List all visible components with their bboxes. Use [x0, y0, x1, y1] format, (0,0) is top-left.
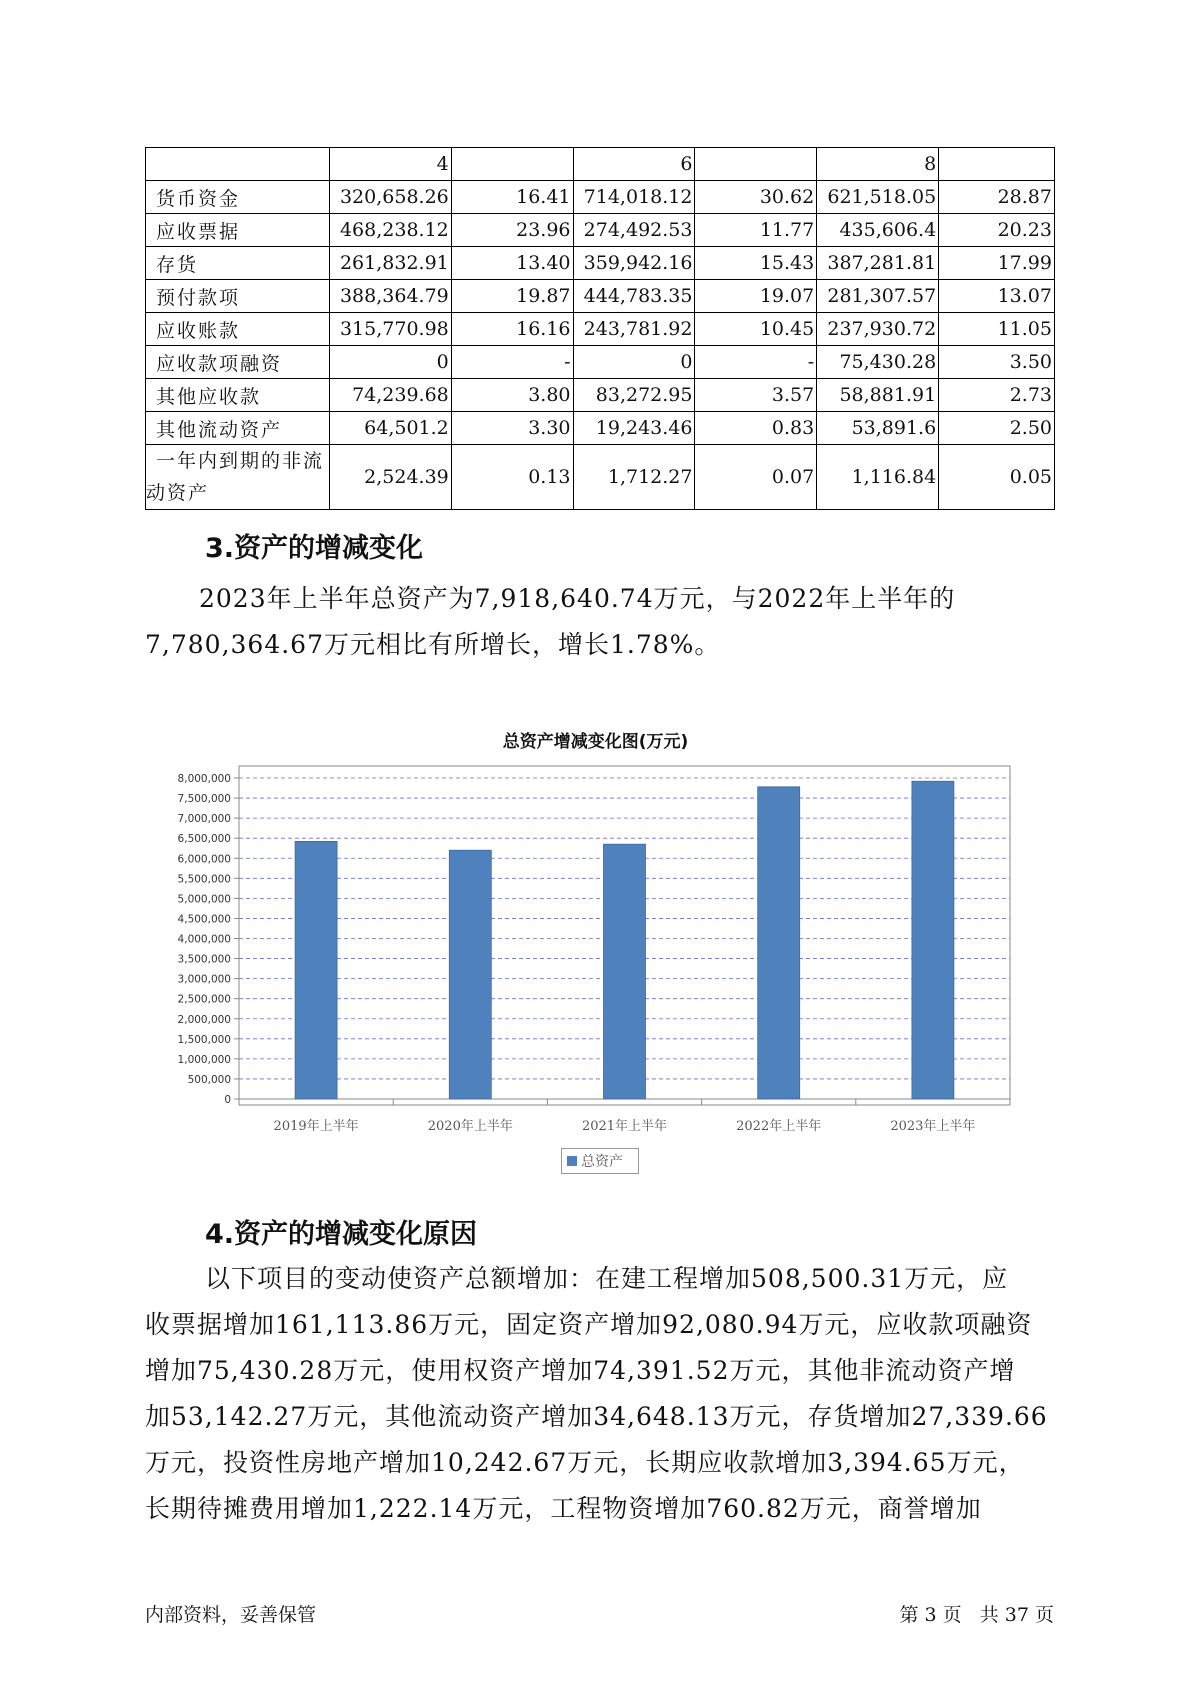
chart-title: 总资产增减变化图(万元)	[502, 732, 689, 752]
table-cell: 237,930.72	[817, 313, 939, 346]
section3-line: 2023年上半年总资产为7,918,640.74万元，与2022年上半年的	[199, 584, 956, 613]
table-cell: 1,116.84	[817, 445, 939, 510]
table-cell: 3.50	[939, 346, 1055, 379]
table-cell: 621,518.05	[817, 181, 939, 214]
table-cell: 315,770.98	[329, 313, 451, 346]
row-label: 应收票据	[146, 214, 330, 247]
y-tick-label: 3,500,000	[177, 953, 231, 966]
table-cell: 274,492.53	[573, 214, 695, 247]
table-cell: 19.87	[451, 280, 573, 313]
header-cell: 4	[329, 148, 451, 181]
table-cell: 19,243.46	[573, 412, 695, 445]
x-tick-label: 2020年上半年	[427, 1119, 513, 1134]
table-cell: 387,281.81	[817, 247, 939, 280]
y-tick-label: 2,000,000	[177, 1013, 231, 1026]
table-cell: 2,524.39	[329, 445, 451, 510]
y-tick-label: 7,500,000	[177, 793, 231, 806]
table-cell: 17.99	[939, 247, 1055, 280]
table-cell: 30.62	[695, 181, 817, 214]
section4-line: 万元，投资性房地产增加10,242.67万元，长期应收款增加3,394.65万元，	[145, 1448, 1025, 1477]
section4-line: 收票据增加161,113.86万元，固定资产增加92,080.94万元，应收款项融资	[145, 1310, 1033, 1339]
row-label: 存货	[146, 247, 330, 280]
section4-line: 以下项目的变动使资产总额增加：在建工程增加508,500.31万元，应	[205, 1264, 1009, 1293]
bar	[295, 841, 337, 1099]
table-cell: 11.05	[939, 313, 1055, 346]
table-cell: 10.45	[695, 313, 817, 346]
x-tick-label: 2021年上半年	[581, 1119, 668, 1134]
table-cell: 28.87	[939, 181, 1055, 214]
header-cell: 8	[817, 148, 939, 181]
table-cell: -	[695, 346, 817, 379]
section4-line: 长期待摊费用增加1,222.14万元，工程物资增加760.82万元，商誉增加	[145, 1494, 982, 1523]
table-cell: 359,942.16	[573, 247, 695, 280]
y-tick-label: 3,000,000	[177, 973, 231, 986]
table-cell: 243,781.92	[573, 313, 695, 346]
table-cell: 714,018.12	[573, 181, 695, 214]
table-cell: 0.13	[451, 445, 573, 510]
table-cell: 74,239.68	[329, 379, 451, 412]
table-cell: 281,307.57	[817, 280, 939, 313]
row-label: 应收款项融资	[146, 346, 330, 379]
table-cell: 0.05	[939, 445, 1055, 510]
table-cell: 58,881.91	[817, 379, 939, 412]
y-tick-label: 1,500,000	[177, 1033, 231, 1046]
table-cell: 388,364.79	[329, 280, 451, 313]
footer-note: 内部资料，妥善保管	[145, 1604, 317, 1626]
table-cell: 1,712.27	[573, 445, 695, 510]
table-cell: 0.83	[695, 412, 817, 445]
legend-label: 总资产	[581, 1154, 623, 1170]
row-label: 其他应收款	[146, 379, 330, 412]
row-label-line: 动资产	[146, 482, 210, 504]
table-cell: 3.80	[451, 379, 573, 412]
y-tick-label: 6,500,000	[177, 833, 231, 846]
row-label: 预付款项	[146, 280, 330, 313]
row-label: 货币资金	[146, 181, 330, 214]
table-cell: 435,606.4	[817, 214, 939, 247]
section3-heading: 3.资产的增减变化	[205, 533, 424, 564]
bar	[604, 844, 646, 1099]
y-tick-label: 4,500,000	[177, 913, 231, 926]
table-cell: 2.50	[939, 412, 1055, 445]
bar	[758, 787, 800, 1099]
y-tick-label: 2,500,000	[177, 993, 231, 1006]
section3-line: 7,780,364.67万元相比有所增长，增长1.78%。	[145, 630, 721, 659]
table-cell: 444,783.35	[573, 280, 695, 313]
legend-swatch	[567, 1156, 577, 1166]
y-tick-label: 0	[224, 1094, 231, 1106]
y-tick-label: 5,500,000	[177, 873, 231, 886]
table-cell: 320,658.26	[329, 181, 451, 214]
y-tick-label: 6,000,000	[177, 853, 231, 866]
y-tick-label: 7,000,000	[177, 813, 231, 826]
table-cell: 11.77	[695, 214, 817, 247]
section4-line: 增加75,430.28万元，使用权资产增加74,391.52万元，其他非流动资产增	[145, 1356, 1016, 1385]
row-label: 应收账款	[146, 313, 330, 346]
table-cell: 261,832.91	[329, 247, 451, 280]
table-cell: 13.40	[451, 247, 573, 280]
table-cell: 3.57	[695, 379, 817, 412]
y-tick-label: 500,000	[187, 1073, 231, 1086]
section4-heading: 4.资产的增减变化原因	[205, 1219, 478, 1250]
chart-legend	[561, 1148, 639, 1174]
section4-paragraph	[145, 1256, 1060, 1532]
table-cell: 468,238.12	[329, 214, 451, 247]
row-label: 其他流动资产	[146, 412, 330, 445]
footer-page-number: 第 3 页 共 37 页	[899, 1604, 1054, 1626]
x-tick-label: 2019年上半年	[273, 1119, 359, 1134]
table-cell: 19.07	[695, 280, 817, 313]
bar	[912, 781, 954, 1099]
table-cell: 75,430.28	[817, 346, 939, 379]
table-cell: 53,891.6	[817, 412, 939, 445]
row-label-line: 一年内到期的非流	[156, 450, 325, 472]
bar	[449, 850, 491, 1099]
table-cell: 13.07	[939, 280, 1055, 313]
table-cell: 15.43	[695, 247, 817, 280]
table-cell: 3.30	[451, 412, 573, 445]
header-cell: 6	[573, 148, 695, 181]
x-tick-label: 2022年上半年	[736, 1119, 822, 1134]
table-cell: 64,501.2	[329, 412, 451, 445]
table-cell: 20.23	[939, 214, 1055, 247]
table-cell: 0.07	[695, 445, 817, 510]
table-cell: 16.41	[451, 181, 573, 214]
y-tick-label: 4,000,000	[177, 933, 231, 946]
y-tick-label: 5,000,000	[177, 893, 231, 906]
table-cell: 0	[573, 346, 695, 379]
table-cell: 23.96	[451, 214, 573, 247]
table-cell: 16.16	[451, 313, 573, 346]
section4-line: 加53,142.27万元，其他流动资产增加34,648.13万元，存货增加27,339.66	[145, 1402, 1048, 1431]
x-tick-label: 2023年上半年	[890, 1119, 976, 1134]
table-cell: 2.73	[939, 379, 1055, 412]
table-cell: -	[451, 346, 573, 379]
table-cell: 0	[329, 346, 451, 379]
y-tick-label: 8,000,000	[177, 773, 231, 785]
table-cell: 83,272.95	[573, 379, 695, 412]
y-tick-label: 1,000,000	[177, 1053, 231, 1066]
